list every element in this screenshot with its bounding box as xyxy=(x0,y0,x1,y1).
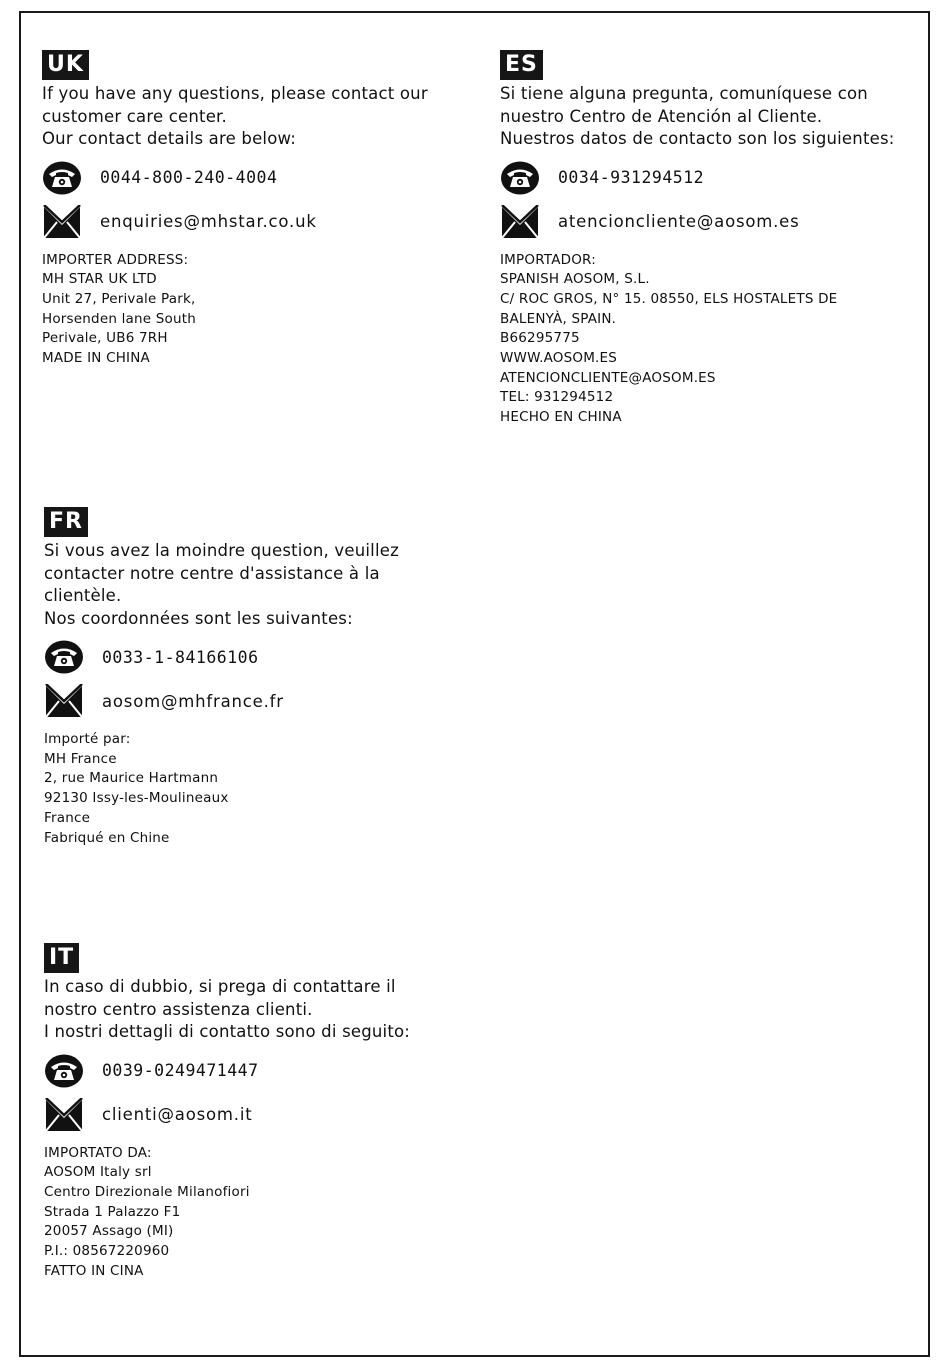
address-line: MH France xyxy=(44,750,117,767)
intro-line: nostro centro assistenza clienti. xyxy=(44,999,313,1019)
address-line: IMPORTADOR: xyxy=(500,251,596,268)
importer-address xyxy=(500,251,895,428)
address-line: P.I.: 08567220960 xyxy=(44,1243,170,1260)
telephone-icon xyxy=(500,161,540,195)
phone-number[interactable]: 0033-1-84166106 xyxy=(102,647,259,667)
address-line: ATENCIONCLIENTE@AOSOM.ES xyxy=(500,369,716,386)
language-badge: FR xyxy=(44,507,88,537)
email-contact xyxy=(44,684,399,718)
address-line: Perivale, UB6 7RH xyxy=(42,330,168,347)
intro-line: If you have any questions, please contact our xyxy=(42,84,428,103)
intro-line: Nuestros datos de contacto son los siguientes: xyxy=(500,129,895,148)
telephone-icon xyxy=(42,161,82,195)
address-line: B66295775 xyxy=(500,330,580,347)
address-line: 92130 Issy-les-Moulineaux xyxy=(44,790,229,807)
address-line: 20057 Assago (MI) xyxy=(44,1223,174,1240)
address-line: BALENYÀ, SPAIN. xyxy=(500,310,617,327)
telephone-icon xyxy=(44,640,84,674)
language-badge: IT xyxy=(44,943,79,973)
email-address[interactable]: aosom@mhfrance.fr xyxy=(102,691,284,711)
address-line: AOSOM Italy srl xyxy=(44,1164,152,1181)
intro-line: In caso di dubbio, si prega di contattare il xyxy=(44,977,396,996)
address-line: FATTO IN CINA xyxy=(44,1262,144,1279)
phone-contact xyxy=(500,161,895,195)
address-line: Importé par: xyxy=(44,731,131,747)
email-address[interactable]: enquiries@mhstar.co.uk xyxy=(100,212,317,231)
intro-text xyxy=(44,540,399,630)
intro-line: Our contact details are below: xyxy=(42,129,297,148)
phone-number[interactable]: 0044-800-240-4004 xyxy=(100,168,278,187)
address-line: C/ ROC GROS, N° 15. 08550, ELS HOSTALETS DE xyxy=(500,290,838,307)
intro-line: I nostri dettagli di contatto sono di seguito: xyxy=(44,1022,411,1041)
phone-number[interactable]: 0039-0249471447 xyxy=(102,1061,259,1080)
intro-line: customer care center. xyxy=(42,106,227,126)
intro-line: Si vous avez la moindre question, veuillez xyxy=(44,541,399,560)
intro-line: Nos coordonnées sont les suivantes: xyxy=(44,608,353,628)
address-line: MH STAR UK LTD xyxy=(42,271,157,288)
address-line: IMPORTER ADDRESS: xyxy=(42,251,189,268)
envelope-icon xyxy=(44,684,84,718)
telephone-icon xyxy=(44,1054,84,1088)
phone-contact xyxy=(44,1054,410,1088)
address-line: Centro Direzionale Milanofiori xyxy=(44,1183,250,1200)
importer-address xyxy=(44,730,399,848)
email-contact xyxy=(500,205,895,239)
address-line: WWW.AOSOM.ES xyxy=(500,350,618,367)
section-uk xyxy=(42,50,428,369)
address-line: France xyxy=(44,809,91,826)
email-contact xyxy=(42,205,428,239)
intro-line: contacter notre centre d'assistance à la xyxy=(44,563,380,583)
email-contact xyxy=(44,1098,410,1132)
address-line: IMPORTATO DA: xyxy=(44,1144,152,1161)
section-it xyxy=(44,943,410,1281)
section-fr xyxy=(44,507,399,848)
email-address[interactable]: atencioncliente@aosom.es xyxy=(558,212,800,231)
address-line: 2, rue Maurice Hartmann xyxy=(44,770,219,787)
envelope-icon xyxy=(500,205,540,239)
importer-address xyxy=(44,1144,410,1282)
address-line: TEL: 931294512 xyxy=(500,389,614,406)
intro-line: Si tiene alguna pregunta, comuníquese con xyxy=(500,84,868,103)
address-line: Unit 27, Perivale Park, xyxy=(42,290,196,307)
phone-number[interactable]: 0034-931294512 xyxy=(558,168,705,187)
address-line: Horsenden lane South xyxy=(42,310,196,327)
address-line: MADE IN CHINA xyxy=(42,350,150,367)
intro-text xyxy=(44,976,410,1044)
intro-line: clientèle. xyxy=(44,586,122,605)
address-line: HECHO EN CHINA xyxy=(500,409,622,426)
intro-line: nuestro Centro de Atención al Cliente. xyxy=(500,106,823,126)
language-badge: UK xyxy=(42,50,89,80)
intro-text xyxy=(500,83,895,151)
language-badge: ES xyxy=(500,50,543,80)
phone-contact xyxy=(44,640,399,674)
envelope-icon xyxy=(42,205,82,239)
address-line: Fabriqué en Chine xyxy=(44,829,170,846)
intro-text xyxy=(42,83,428,151)
address-line: Strada 1 Palazzo F1 xyxy=(44,1203,181,1220)
phone-contact xyxy=(42,161,428,195)
importer-address xyxy=(42,251,428,369)
envelope-icon xyxy=(44,1098,84,1132)
address-line: SPANISH AOSOM, S.L. xyxy=(500,271,650,288)
section-es xyxy=(500,50,895,428)
email-address[interactable]: clienti@aosom.it xyxy=(102,1105,253,1124)
